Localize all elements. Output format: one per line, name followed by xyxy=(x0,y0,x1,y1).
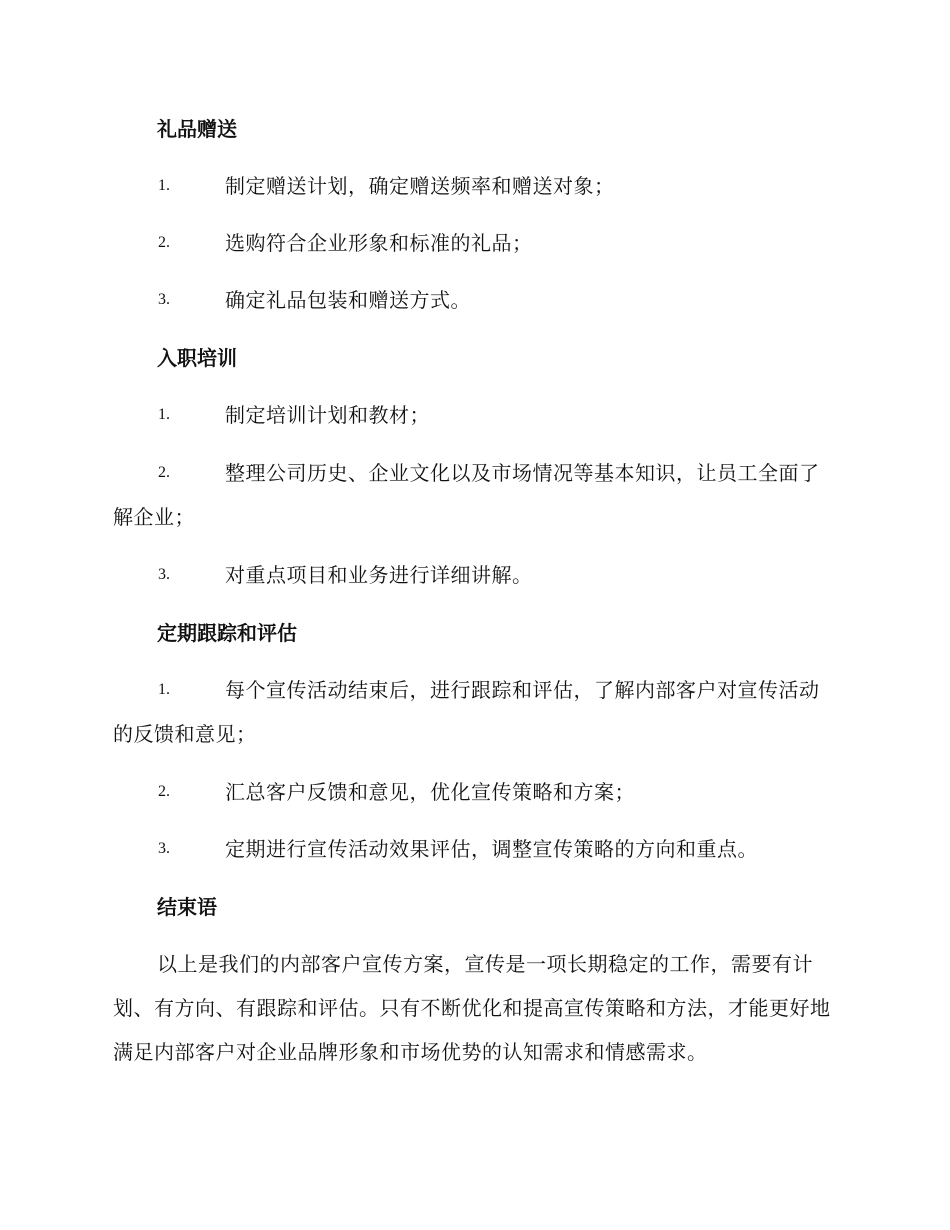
list-item xyxy=(113,164,835,208)
section-heading-tracking: 定期跟踪和评估 xyxy=(157,621,297,645)
list-text: 选购符合企业形象和标准的礼品； xyxy=(225,231,533,255)
list-text: 确定礼品包装和赠送方式。 xyxy=(225,288,471,312)
list-item xyxy=(113,393,835,437)
list-text: 每个宣传活动结束后，进行跟踪和评估，了解内部客户对宣传活动的反馈和意见； xyxy=(113,678,820,746)
list-number: 1. xyxy=(158,681,170,698)
list-number: 2. xyxy=(158,464,170,481)
list-text: 定期进行宣传活动效果评估，调整宣传策略的方向和重点。 xyxy=(225,837,758,861)
list-text: 制定赠送计划，确定赠送频率和赠送对象； xyxy=(225,174,615,198)
section-heading-onboarding: 入职培训 xyxy=(157,346,237,370)
list-item xyxy=(113,278,835,322)
list-item xyxy=(113,770,835,814)
list-text: 对重点项目和业务进行详细讲解。 xyxy=(225,563,533,587)
list-item xyxy=(113,668,835,756)
list-text: 整理公司历史、企业文化以及市场情况等基本知识，让员工全面了解企业； xyxy=(113,461,820,529)
list-number: 2. xyxy=(158,783,170,800)
conclusion-paragraph: 以上是我们的内部客户宣传方案，宣传是一项长期稳定的工作，需要有计划、有方向、有跟踪和评估。只有不断优化和提高宣传策略和方法，才能更好地满足内部客户对企业品牌形象和市场优势的认知需求和情感需求。 xyxy=(113,952,831,1064)
list-item xyxy=(113,221,835,265)
section-heading-gifts: 礼品赠送 xyxy=(157,117,237,141)
list-number: 1. xyxy=(158,406,170,423)
list-number: 3. xyxy=(158,840,170,857)
list-text: 制定培训计划和教材； xyxy=(225,403,430,427)
list-number: 3. xyxy=(158,566,170,583)
list-item xyxy=(113,451,835,539)
list-number: 3. xyxy=(158,291,170,308)
list-item xyxy=(113,827,835,871)
section-heading-conclusion: 结束语 xyxy=(157,895,217,919)
list-number: 1. xyxy=(158,177,170,194)
list-item xyxy=(113,553,835,597)
list-number: 2. xyxy=(158,234,170,251)
list-text: 汇总客户反馈和意见，优化宣传策略和方案； xyxy=(225,780,635,804)
